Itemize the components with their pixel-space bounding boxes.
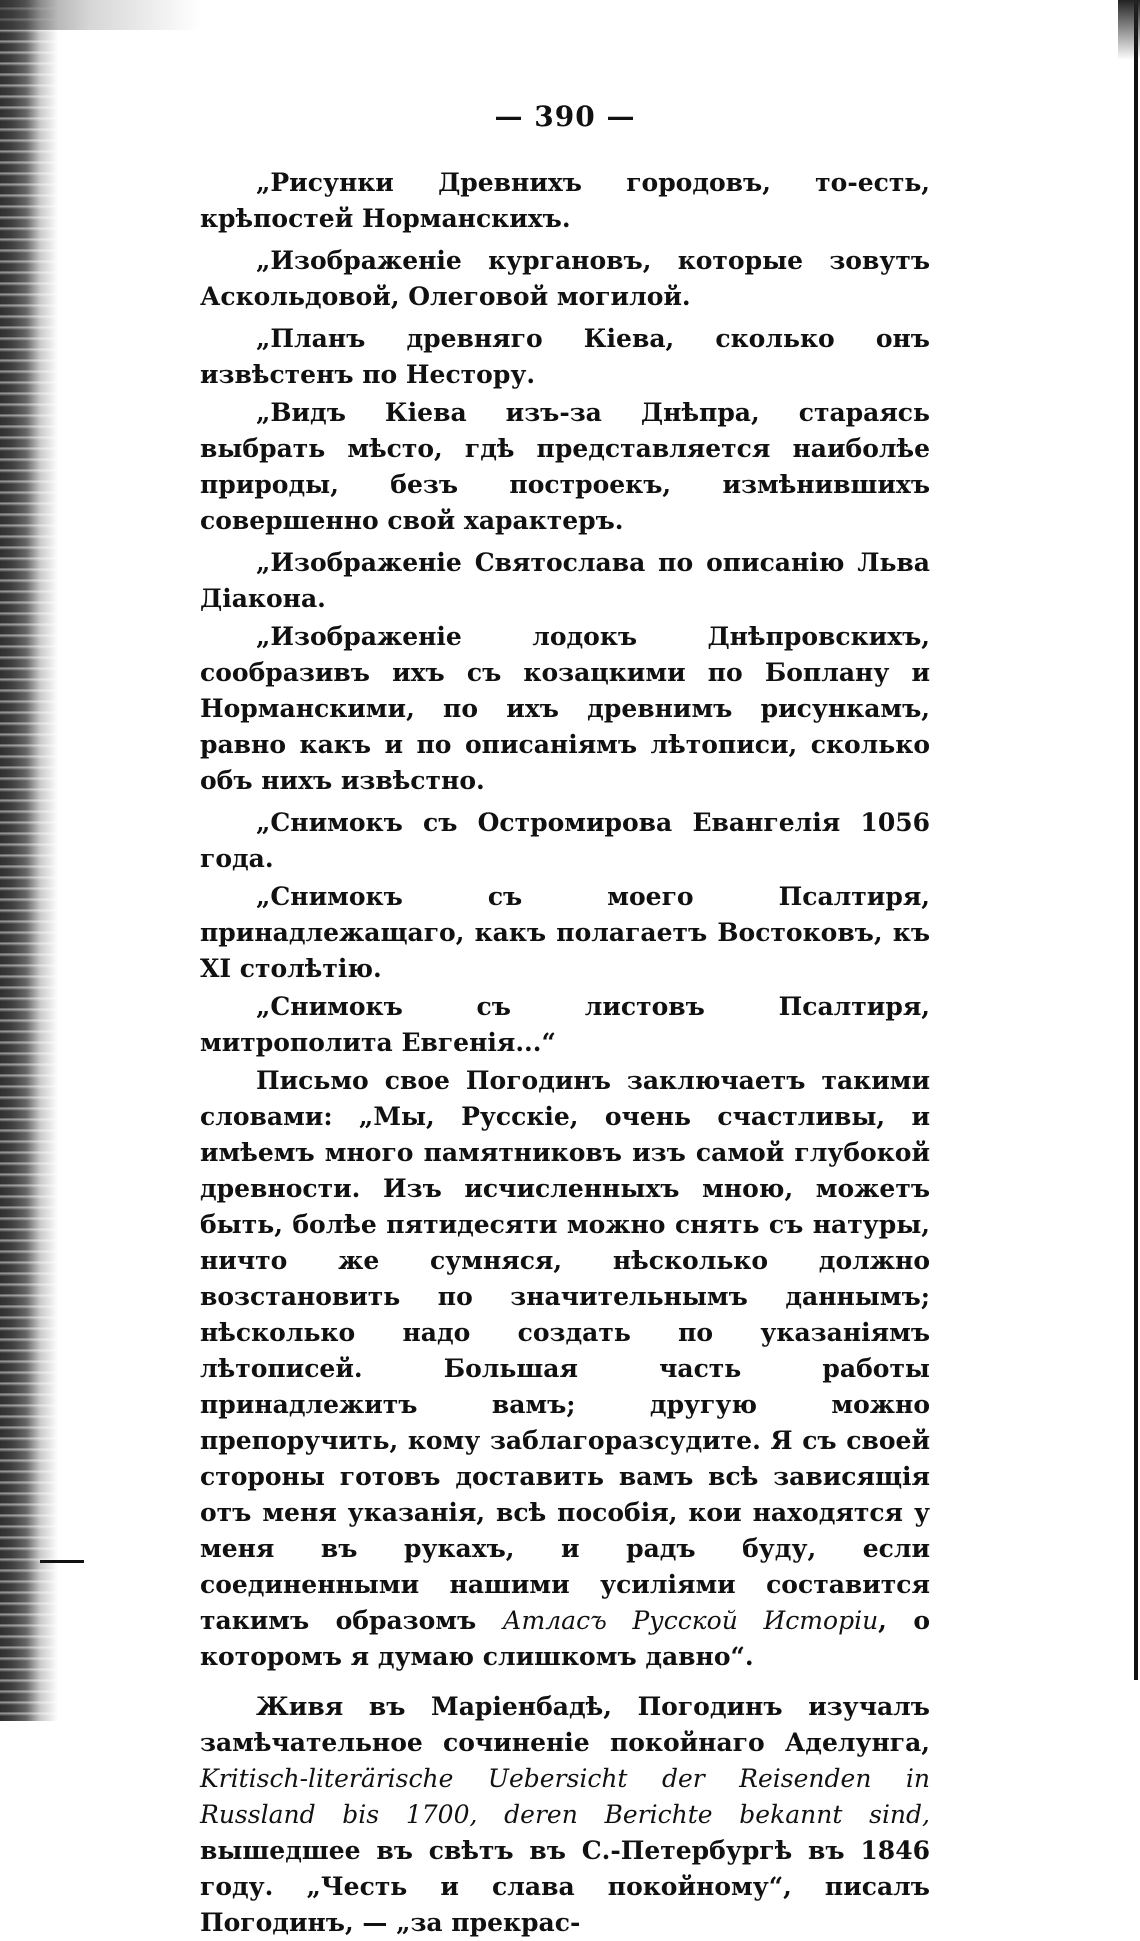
book-page	[200, 100, 930, 1941]
list-item-dnieper-boats: „Изображеніе лодокъ Днѣпровскихъ, сообразивъ ихъ съ козацкими по Боплану и Норманскими, по ихъ древнимъ рисункамъ, равно какъ и по описаніямъ лѣтописи, сколько объ нихъ извѣстно.	[200, 622, 930, 795]
list-item-plan-of-kiev: „Планъ древняго Кіева, сколько онъ извѣстенъ по Нестору.	[200, 324, 930, 389]
letter-conclusion-paragraph	[200, 1063, 930, 1675]
adelung-work-title: Kritisch-literärische Uebersicht der Reisenden in Russland bis 1700, deren Berichte bekannt sind,	[200, 1764, 930, 1829]
marienbad-text-before: Живя въ Маріенбадѣ, Погодинъ изучалъ замѣчательное сочиненіе покойнаго Аделунга,	[200, 1692, 930, 1757]
atlas-title: Атласъ Русской Исторіи	[502, 1606, 879, 1635]
list-item-sviatoslav: „Изображеніе Святослава по описанію Льва Діакона.	[200, 548, 930, 613]
margin-mark	[40, 1560, 84, 1563]
list-item-my-psalter: „Снимокъ съ моего Псалтиря, принадлежащаго, какъ полагаетъ Востоковъ, къ XI столѣтію.	[200, 882, 930, 983]
list-item-ostromir-gospel: „Снимокъ съ Остромирова Евангелія 1056 года.	[200, 808, 930, 873]
letter-text-after: , о которомъ я думаю слишкомъ давно“.	[200, 1606, 930, 1671]
letter-text-before: Письмо свое Погодинъ заключаетъ такими словами: „Мы, Русскіе, очень счастливы, и имѣемъ много памятниковъ изъ самой глубокой древности. Изъ исчисленныхъ мною, можетъ быть, болѣе пятидесяти можно снять съ натуры, ничто же сумняся, нѣсколько должно возстановить по значительнымъ даннымъ; нѣсколько надо создать по указаніямъ лѣтописей. Большая часть работы принадлежитъ вамъ; другую можно препоручить, кому заблагоразсудите. Я съ своей стороны готовъ доставить вамъ всѣ зависящія отъ меня указанія, всѣ пособія, кои находятся у меня въ рукахъ, и радъ буду, если соединенными нашими усиліями составится такимъ образомъ	[200, 1066, 930, 1635]
scan-binding-edge-left	[0, 0, 58, 1721]
scan-edge-right	[1088, 0, 1140, 1721]
scan-shadow-top-left	[0, 0, 200, 30]
page-number: — 390 —	[494, 100, 636, 133]
list-item-drawings-of-towns: „Рисунки Древнихъ городовъ, то-есть, крѣпостей Норманскихъ.	[200, 168, 930, 233]
list-item-view-of-kiev: „Видъ Кіева изъ-за Днѣпра, стараясь выбрать мѣсто, гдѣ представляется наиболѣе природы, безъ построекъ, измѣнившихъ совершенно свой характеръ.	[200, 398, 930, 535]
marienbad-text-after: вышедшее въ свѣтъ въ С.-Петербургѣ въ 1846 году. „Честь и слава покойному“, писалъ Погодинъ, — „за прекрас-	[200, 1836, 930, 1937]
marienbad-paragraph	[200, 1689, 930, 1941]
list-item-psalter-leaves: „Снимокъ съ листовъ Псалтиря, митрополита Евгенія...“	[200, 992, 930, 1057]
list-item-kurgans: „Изображеніе кургановъ, которые зовутъ Аскольдовой, Олеговой могилой.	[200, 246, 930, 311]
